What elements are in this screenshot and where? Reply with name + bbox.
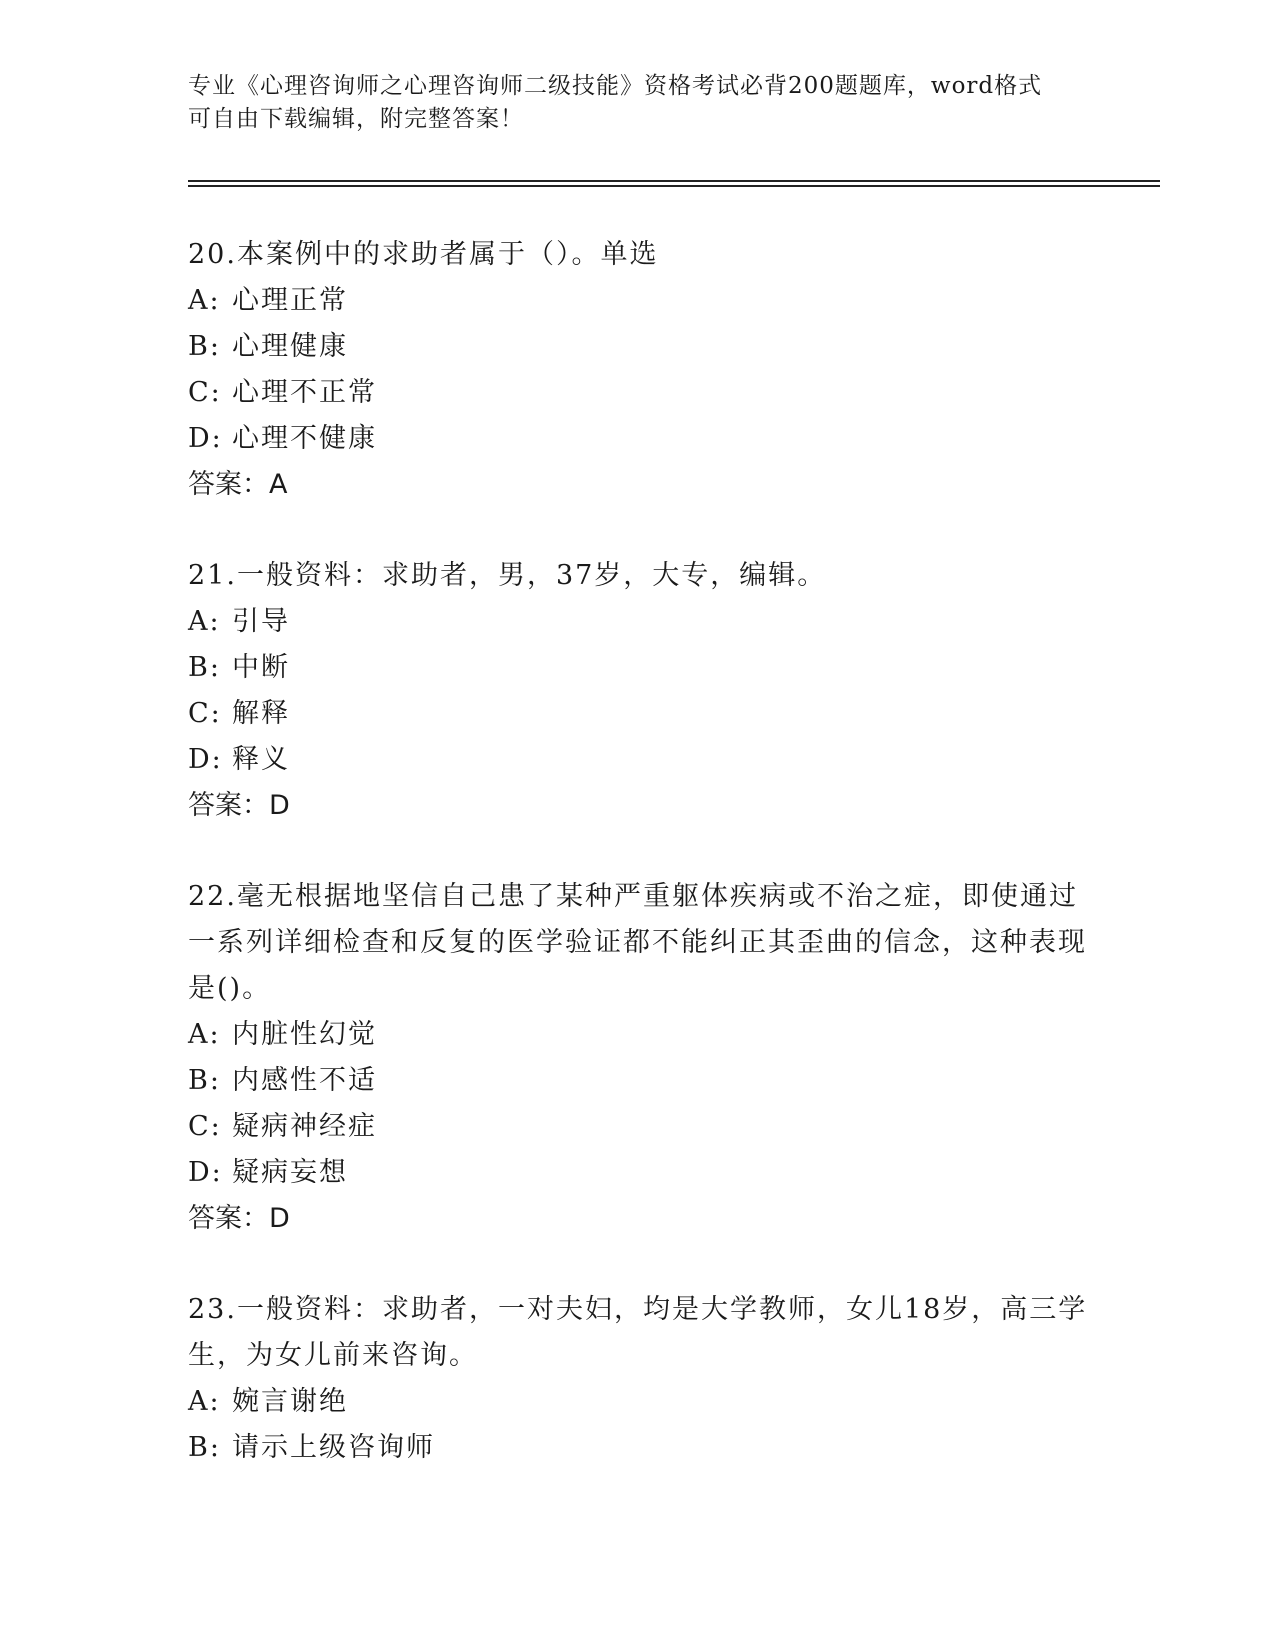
option-b	[188, 1425, 1088, 1471]
option-text: 中断	[232, 652, 290, 683]
option-letter: D:	[188, 423, 223, 454]
option-text: 婉言谢绝	[232, 1386, 348, 1417]
option-text: 心理健康	[232, 331, 348, 362]
option-c	[188, 691, 1088, 737]
question-23	[188, 1287, 1088, 1471]
option-text: 释义	[232, 744, 290, 775]
option-text: 解释	[232, 698, 290, 729]
question-text: 21.一般资料：求助者，男，37岁，大专，编辑。	[188, 560, 827, 591]
answer-line: 答案：D	[188, 1203, 290, 1234]
answer-line: 答案：D	[188, 790, 290, 821]
option-text: 心理正常	[232, 285, 348, 316]
option-text: 内感性不适	[232, 1065, 377, 1096]
question-text: 23.一般资料：求助者，一对夫妇，均是大学教师，女儿18岁，高三学生，为女儿前来咨询。	[188, 1294, 1088, 1371]
option-b	[188, 324, 1088, 370]
header-divider-bottom	[188, 185, 1160, 187]
option-letter: B:	[188, 331, 221, 362]
option-a	[188, 599, 1088, 645]
option-d	[188, 416, 1088, 462]
option-a	[188, 1379, 1088, 1425]
option-text: 引导	[232, 606, 290, 637]
header-title-line-1: 专业《心理咨询师之心理咨询师二级技能》资格考试必背200题题库，word格式	[188, 73, 1043, 99]
option-letter: C:	[188, 1111, 222, 1142]
option-letter: A:	[188, 285, 221, 316]
document-header	[188, 70, 1088, 136]
option-c	[188, 370, 1088, 416]
option-letter: D:	[188, 1157, 223, 1188]
option-letter: D:	[188, 744, 223, 775]
question-text: 20.本案例中的求助者属于（）。单选	[188, 239, 659, 270]
option-letter: C:	[188, 377, 222, 408]
option-text: 内脏性幻觉	[232, 1019, 377, 1050]
option-a	[188, 1012, 1088, 1058]
option-text: 心理不正常	[232, 377, 377, 408]
option-letter: A:	[188, 1019, 221, 1050]
question-22	[188, 874, 1088, 1242]
question-21	[188, 553, 1088, 829]
header-divider-top	[188, 180, 1160, 182]
option-text: 疑病神经症	[232, 1111, 377, 1142]
question-text: 22.毫无根据地坚信自己患了某种严重躯体疾病或不治之症，即使通过一系列详细检查和反复的医学验证都不能纠正其歪曲的信念，这种表现是()。	[188, 881, 1087, 1004]
option-text: 疑病妄想	[232, 1157, 348, 1188]
option-a	[188, 278, 1088, 324]
option-letter: A:	[188, 1386, 221, 1417]
option-text: 请示上级咨询师	[232, 1432, 435, 1463]
option-text: 心理不健康	[232, 423, 377, 454]
header-title-line-2: 可自由下载编辑，附完整答案！	[188, 106, 524, 132]
option-d	[188, 737, 1088, 783]
option-b	[188, 645, 1088, 691]
answer-line: 答案：A	[188, 469, 288, 500]
option-letter: A:	[188, 606, 221, 637]
option-d	[188, 1150, 1088, 1196]
option-letter: B:	[188, 1065, 221, 1096]
option-letter: C:	[188, 698, 222, 729]
question-list	[188, 232, 1088, 1516]
option-letter: B:	[188, 1432, 221, 1463]
option-letter: B:	[188, 652, 221, 683]
question-20	[188, 232, 1088, 508]
option-b	[188, 1058, 1088, 1104]
option-c	[188, 1104, 1088, 1150]
